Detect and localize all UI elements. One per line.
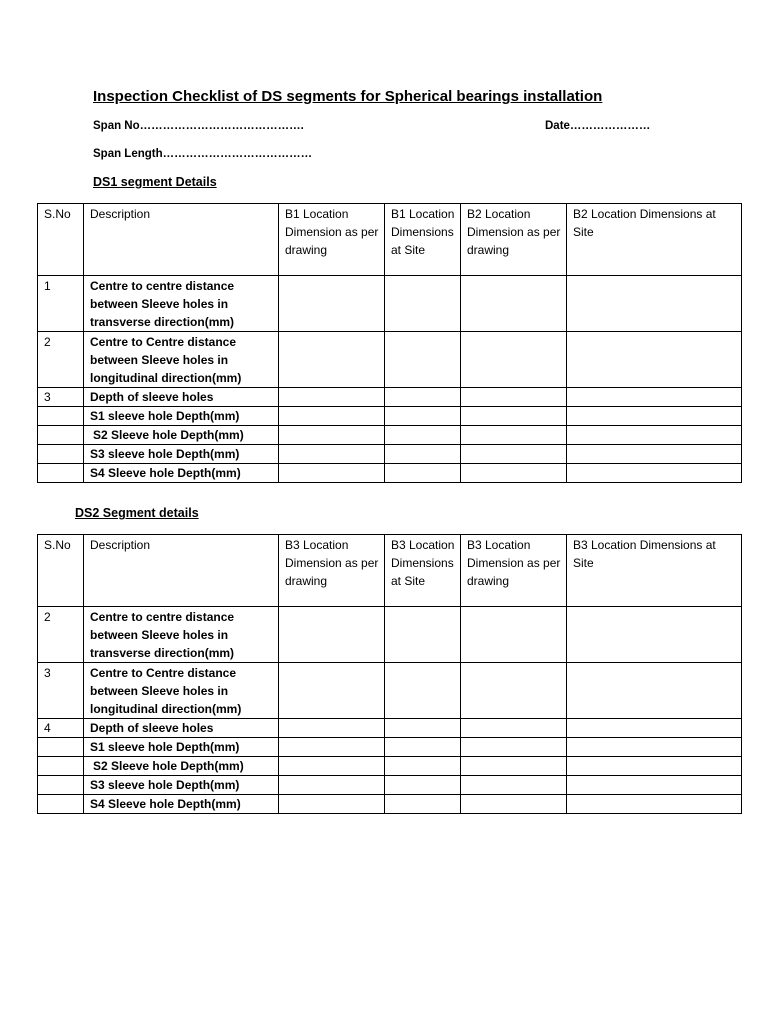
sno-cell [38, 445, 84, 464]
entry-cell[interactable] [279, 332, 385, 388]
description-cell: Centre to centre distance between Sleeve holes in transverse direction(mm) [84, 607, 279, 663]
ds2-header-row [38, 535, 742, 607]
entry-cell[interactable] [567, 663, 742, 719]
entry-cell[interactable] [279, 276, 385, 332]
entry-cell[interactable] [279, 776, 385, 795]
entry-cell[interactable] [567, 795, 742, 814]
entry-cell[interactable] [385, 757, 461, 776]
header-b2-site: B2 Location Dimensions at Site [567, 204, 742, 276]
ds2-heading: DS2 Segment details [75, 506, 199, 520]
entry-cell[interactable] [567, 719, 742, 738]
entry-cell[interactable] [385, 663, 461, 719]
entry-cell[interactable] [279, 426, 385, 445]
sno-cell: 2 [38, 607, 84, 663]
entry-cell[interactable] [567, 276, 742, 332]
ds2-table [37, 534, 742, 814]
ds1-table [37, 203, 742, 483]
span-no-field: Span No……………………………………. [93, 120, 304, 132]
entry-cell[interactable] [279, 738, 385, 757]
table-row [38, 332, 742, 388]
entry-cell[interactable] [461, 332, 567, 388]
description-cell: S3 sleeve hole Depth(mm) [84, 445, 279, 464]
entry-cell[interactable] [279, 663, 385, 719]
table-row [38, 407, 742, 426]
entry-cell[interactable] [385, 332, 461, 388]
table-row [38, 738, 742, 757]
header-description: Description [84, 204, 279, 276]
table-row [38, 757, 742, 776]
entry-cell[interactable] [461, 663, 567, 719]
entry-cell[interactable] [385, 795, 461, 814]
entry-cell[interactable] [385, 276, 461, 332]
table-row [38, 464, 742, 483]
entry-cell[interactable] [385, 719, 461, 738]
entry-cell[interactable] [567, 464, 742, 483]
entry-cell[interactable] [461, 426, 567, 445]
header-sno: S.No [38, 204, 84, 276]
entry-cell[interactable] [385, 776, 461, 795]
description-cell: S1 sleeve hole Depth(mm) [84, 407, 279, 426]
entry-cell[interactable] [567, 332, 742, 388]
entry-cell[interactable] [279, 757, 385, 776]
table-row [38, 607, 742, 663]
entry-cell[interactable] [461, 276, 567, 332]
sno-cell [38, 407, 84, 426]
header-b3-site-2: B3 Location Dimensions at Site [567, 535, 742, 607]
entry-cell[interactable] [461, 464, 567, 483]
description-cell: S3 sleeve hole Depth(mm) [84, 776, 279, 795]
entry-cell[interactable] [567, 776, 742, 795]
description-cell: S2 Sleeve hole Depth(mm) [84, 757, 279, 776]
entry-cell[interactable] [461, 738, 567, 757]
entry-cell[interactable] [567, 407, 742, 426]
entry-cell[interactable] [385, 445, 461, 464]
entry-cell[interactable] [567, 738, 742, 757]
entry-cell[interactable] [385, 607, 461, 663]
header-b2-drawing: B2 Location Dimension as per drawing [461, 204, 567, 276]
header-b3-drawing-2: B3 Location Dimension as per drawing [461, 535, 567, 607]
table-row [38, 445, 742, 464]
sno-cell [38, 426, 84, 445]
sno-cell [38, 757, 84, 776]
entry-cell[interactable] [461, 757, 567, 776]
sno-cell [38, 738, 84, 757]
entry-cell[interactable] [279, 388, 385, 407]
sno-cell: 1 [38, 276, 84, 332]
sno-cell: 2 [38, 332, 84, 388]
entry-cell[interactable] [385, 388, 461, 407]
entry-cell[interactable] [279, 445, 385, 464]
entry-cell[interactable] [461, 607, 567, 663]
ds1-header-row [38, 204, 742, 276]
entry-cell[interactable] [385, 407, 461, 426]
entry-cell[interactable] [279, 795, 385, 814]
sno-cell [38, 464, 84, 483]
sno-cell: 4 [38, 719, 84, 738]
header-sno: S.No [38, 535, 84, 607]
entry-cell[interactable] [567, 388, 742, 407]
table-row [38, 719, 742, 738]
header-b3-drawing: B3 Location Dimension as per drawing [279, 535, 385, 607]
table-row [38, 795, 742, 814]
entry-cell[interactable] [279, 719, 385, 738]
table-row [38, 276, 742, 332]
table-row [38, 663, 742, 719]
entry-cell[interactable] [567, 426, 742, 445]
table-row [38, 776, 742, 795]
header-b1-drawing: B1 Location Dimension as per drawing [279, 204, 385, 276]
entry-cell[interactable] [461, 407, 567, 426]
header-description: Description [84, 535, 279, 607]
description-cell: S4 Sleeve hole Depth(mm) [84, 464, 279, 483]
table-row [38, 426, 742, 445]
description-cell: Depth of sleeve holes [84, 388, 279, 407]
description-cell: S4 Sleeve hole Depth(mm) [84, 795, 279, 814]
entry-cell[interactable] [567, 445, 742, 464]
date-field: Date………………… [545, 120, 651, 132]
entry-cell[interactable] [279, 407, 385, 426]
description-cell: S1 sleeve hole Depth(mm) [84, 738, 279, 757]
entry-cell[interactable] [461, 445, 567, 464]
entry-cell[interactable] [567, 757, 742, 776]
sno-cell: 3 [38, 388, 84, 407]
entry-cell[interactable] [461, 719, 567, 738]
sno-cell [38, 776, 84, 795]
sno-cell: 3 [38, 663, 84, 719]
entry-cell[interactable] [385, 464, 461, 483]
span-length-field: Span Length………………………………… [93, 148, 313, 160]
header-b3-site: B3 Location Dimensions at Site [385, 535, 461, 607]
description-cell: Centre to centre distance between Sleeve holes in transverse direction(mm) [84, 276, 279, 332]
description-cell: Centre to Centre distance between Sleeve holes in longitudinal direction(mm) [84, 663, 279, 719]
header-b1-site: B1 Location Dimensions at Site [385, 204, 461, 276]
description-cell: Centre to Centre distance between Sleeve holes in longitudinal direction(mm) [84, 332, 279, 388]
entry-cell[interactable] [385, 738, 461, 757]
ds1-heading: DS1 segment Details [93, 175, 217, 189]
sno-cell [38, 795, 84, 814]
table-row [38, 388, 742, 407]
entry-cell[interactable] [279, 607, 385, 663]
entry-cell[interactable] [461, 795, 567, 814]
description-cell: Depth of sleeve holes [84, 719, 279, 738]
description-cell: S2 Sleeve hole Depth(mm) [84, 426, 279, 445]
entry-cell[interactable] [567, 607, 742, 663]
entry-cell[interactable] [461, 388, 567, 407]
entry-cell[interactable] [279, 464, 385, 483]
entry-cell[interactable] [461, 776, 567, 795]
document-title: Inspection Checklist of DS segments for Spherical bearings installation [93, 88, 603, 105]
entry-cell[interactable] [385, 426, 461, 445]
